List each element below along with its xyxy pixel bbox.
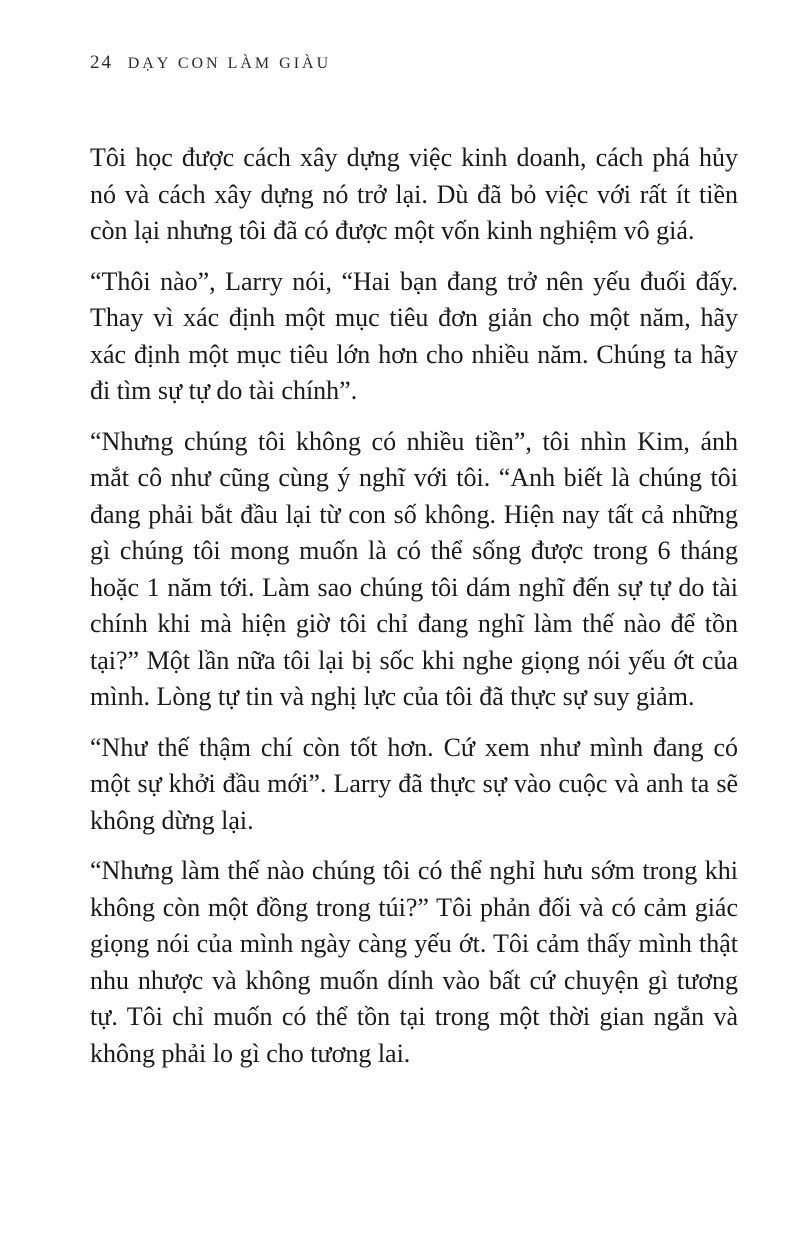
book-title: DẠY CON LÀM GIÀU [127, 55, 332, 72]
paragraph: “Thôi nào”, Larry nói, “Hai bạn đang trở nên yếu đuối đấy. Thay vì xác định một mục tiêu đơn giản cho một năm, hãy xác định một mục tiêu lớn hơn cho nhiều năm. Chúng ta hãy đi tìm sự tự do tài chính”. [90, 266, 738, 405]
running-header [90, 52, 331, 74]
body-text [90, 140, 738, 1086]
paragraph: “Như thế thậm chí còn tốt hơn. Cứ xem như mình đang có một sự khởi đầu mới”. Larry đã thực sự vào cuộc và anh ta sẽ không dừng lại. [90, 732, 738, 835]
paragraph: “Nhưng làm thế nào chúng tôi có thể nghỉ hưu sớm trong khi không còn một đồng trong túi?” Tôi phản đối và có cảm giác giọng nói của mình ngày càng yếu ớt. Tôi cảm thấy mình thật nhu nhược và không muốn dính vào bất cứ chuyện gì tương tự. Tôi chỉ muốn có thể tồn tại trong một thời gian ngắn và không phải lo gì cho tương lai. [90, 856, 738, 1068]
page-number: 24 [90, 52, 113, 73]
paragraph: “Nhưng chúng tôi không có nhiều tiền”, tôi nhìn Kim, ánh mắt cô như cũng cùng ý nghĩ với tôi. “Anh biết là chúng tôi đang phải bắt đầu lại từ con số không. Hiện nay tất cả những gì chúng tôi mong muốn là có thể sống được trong 6 tháng hoặc 1 năm tới. Làm sao chúng tôi dám nghĩ đến sự tự do tài chính khi mà hiện giờ tôi chỉ đang nghĩ làm thế nào để tồn tại?” Một lần nữa tôi lại bị sốc khi nghe giọng nói yếu ớt của mình. Lòng tự tin và nghị lực của tôi đã thực sự suy giảm. [90, 426, 738, 711]
paragraph: Tôi học được cách xây dựng việc kinh doanh, cách phá hủy nó và cách xây dựng nó trở lại. Dù đã bỏ việc với rất ít tiền còn lại nhưng tôi đã có được một vốn kinh nghiệm vô giá. [90, 143, 738, 245]
